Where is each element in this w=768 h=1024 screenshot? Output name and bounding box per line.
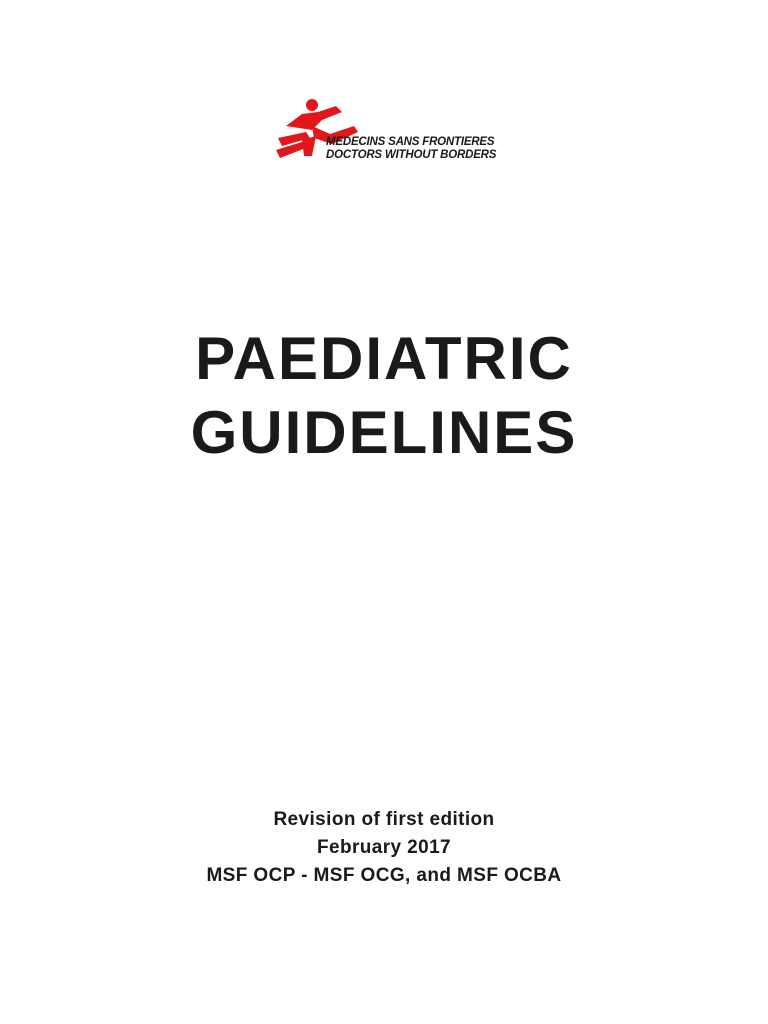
logo-line-2: DOCTORS WITHOUT BORDERS [326, 149, 497, 161]
edition-date: February 2017 [316, 837, 452, 858]
msf-logo [272, 96, 508, 166]
edition-info [0, 806, 768, 890]
page-title [0, 322, 768, 470]
title-line-2: GUIDELINES [190, 399, 578, 466]
title-line-1: PAEDIATRIC [195, 325, 573, 392]
edition-sections: MSF OCP - MSF OCG, and MSF OCBA [206, 865, 562, 886]
logo-line-1: MEDECINS SANS FRONTIERES [326, 136, 495, 148]
edition-line: Revision of first edition [273, 809, 495, 830]
logo-wordmark [326, 136, 496, 162]
